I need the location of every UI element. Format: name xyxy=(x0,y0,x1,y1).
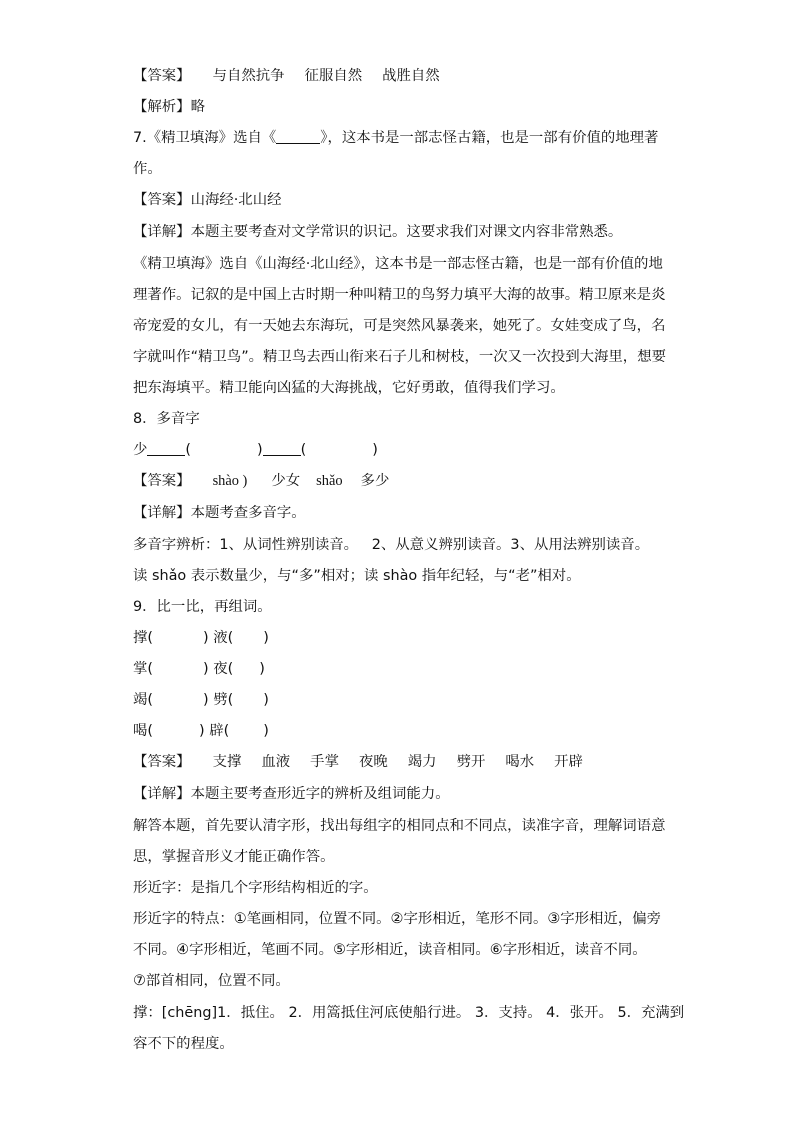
q6-answer-line xyxy=(133,66,440,86)
q6-analysis: 【解析】略 xyxy=(133,99,205,115)
q7-stem: 7.《精卫填海》选自《 》，这本书是一部志怪古籍，也是一部有价值的地理著 xyxy=(133,130,659,146)
answer-item: 少女 xyxy=(271,473,301,489)
q8-detail: 【详解】本题考查多音字。 xyxy=(133,505,306,521)
q7-stem-cont: 作。 xyxy=(133,161,162,177)
answer-item: 支撑 xyxy=(212,754,242,770)
q7-answer: 【答案】山海经·北山经 xyxy=(133,192,282,208)
q9-para-line: 解答本题，首先要认清字形，找出每组字的相同点和不同点，读准字音，理解词语意 xyxy=(133,818,666,834)
answer-item: 血液 xyxy=(261,754,291,770)
answer-item: 手掌 xyxy=(310,754,339,770)
q9-cheng-line: 撑：[chēng]1．抵住。 2．用篙抵住河底使船行进。 3．支持。 4．张开。 5．充满到 xyxy=(133,1005,685,1021)
q8-method: 多音字辨析：1、从词性辨别读音。 2、从意义辨别读音。3、从用法辨别读音。 xyxy=(133,537,650,553)
q8-answer-line xyxy=(133,471,389,491)
q9-detail: 【详解】本题主要考查形近字的辨析及组词能力。 xyxy=(133,786,450,802)
answer-item: 夜晚 xyxy=(358,754,388,770)
answer-item: shào ) xyxy=(212,473,248,489)
q7-para-line: 字就叫作“精卫鸟”。精卫鸟去西山衔来石子儿和树枝，一次又一次投到大海里，想要 xyxy=(133,349,666,365)
answer-item: 开辟 xyxy=(554,754,583,770)
q9-row: 喝( ) 辟( ) xyxy=(133,723,269,739)
q9-definition: 形近字：是指几个字形结构相近的字。 xyxy=(133,880,378,896)
fill-blank xyxy=(147,440,185,456)
answer-label: 【答案】 xyxy=(133,68,191,84)
answer-item: 与自然抗争 xyxy=(212,68,285,84)
fill-blank xyxy=(276,128,320,144)
q9-row: 掌( ) 夜( ) xyxy=(133,661,265,677)
answer-item: 征服自然 xyxy=(304,68,363,84)
q8-blanks: 少 ( ) ( ) xyxy=(133,442,378,458)
answer-label: 【答案】 xyxy=(133,473,191,489)
answer-item: 多少 xyxy=(360,473,390,489)
q7-para-line: 《精卫填海》选自《山海经·北山经》，这本书是一部志怪古籍，也是一部有价值的地 xyxy=(133,256,663,272)
q9-title: 9．比一比，再组词。 xyxy=(133,599,272,615)
q9-row: 撑( ) 液( ) xyxy=(133,630,269,646)
answer-item: 竭力 xyxy=(407,754,437,770)
answer-item: 劈开 xyxy=(456,754,486,770)
q9-features-line: 形近字的特点：①笔画相同，位置不同。②字形相近，笔形不同。③字形相近，偏旁 xyxy=(133,911,661,927)
q9-features-line: ⑦部首相同，位置不同。 xyxy=(133,973,290,989)
q8-explain: 读 shǎo 表示数量少，与“多”相对；读 shào 指年纪轻，与“老”相对。 xyxy=(133,568,581,584)
answer-label: 【答案】 xyxy=(133,754,191,770)
answer-item: 喝水 xyxy=(505,754,535,770)
q9-features-line: 不同。④字形相近，笔画不同。⑤字形相近，读音相同。⑥字形相近，读音不同。 xyxy=(133,942,647,958)
q7-para-line: 把东海填平。精卫能向凶猛的大海挑战，它好勇敢，值得我们学习。 xyxy=(133,380,565,396)
q8-title: 8．多音字 xyxy=(133,411,200,427)
q9-para-line: 思，掌握音形义才能正确作答。 xyxy=(133,849,335,865)
q7-para-line: 理著作。记叙的是中国上古时期一种叫精卫的鸟努力填平大海的故事。精卫原来是炎 xyxy=(133,287,666,303)
q9-answer-line xyxy=(133,752,583,772)
q9-row: 竭( ) 劈( ) xyxy=(133,692,269,708)
q9-cheng-line: 容不下的程度。 xyxy=(133,1036,234,1052)
q7-detail: 【详解】本题主要考查对文学常识的识记。这要求我们对课文内容非常熟悉。 xyxy=(133,224,623,240)
q7-para-line: 帝宠爱的女儿，有一天她去东海玩，可是突然风暴袭来，她死了。女娃变成了鸟，名 xyxy=(133,318,666,334)
answer-item: 战胜自然 xyxy=(382,68,440,84)
answer-item: shǎo xyxy=(316,473,343,489)
fill-blank xyxy=(263,440,301,456)
